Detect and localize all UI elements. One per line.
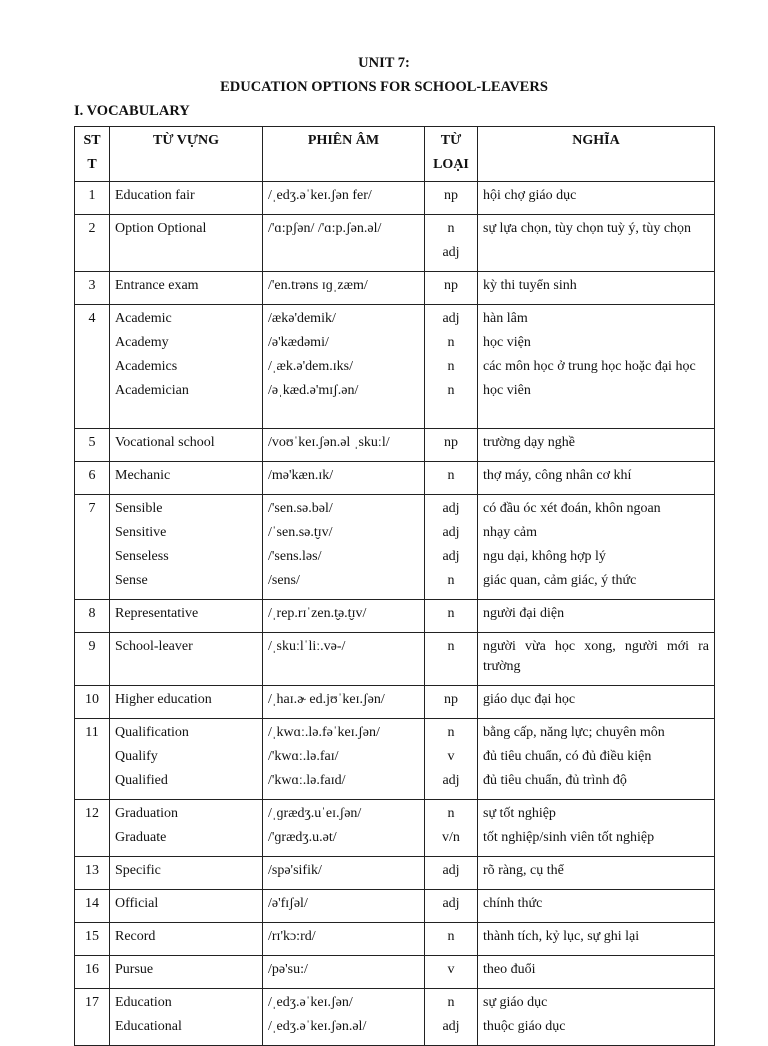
- section-heading: I. VOCABULARY: [74, 103, 190, 119]
- unit-title: UNIT 7:: [358, 55, 410, 71]
- word-type: np: [444, 188, 458, 203]
- vocab-word: Academician: [115, 383, 189, 398]
- word-type-cell: [425, 800, 478, 857]
- table-row: [75, 800, 715, 857]
- vocab-word-cell: [110, 719, 263, 800]
- phonetic-cell: [263, 956, 425, 989]
- word-type: n: [447, 806, 455, 821]
- vocab-word-cell: [110, 890, 263, 923]
- phonetic-cell: [263, 305, 425, 429]
- meaning-text: hàn lâm: [483, 311, 528, 326]
- word-type: n: [447, 335, 455, 350]
- word-type: n: [447, 383, 455, 398]
- meaning-cell: [478, 890, 715, 923]
- word-type: adj: [442, 525, 460, 540]
- word-type: np: [444, 278, 458, 293]
- vocab-word: Entrance exam: [115, 278, 199, 293]
- table-row: [75, 923, 715, 956]
- word-type: n: [447, 639, 455, 654]
- row-number-text: 2: [88, 221, 96, 236]
- header-phonetic: PHIÊN ÂM: [263, 127, 425, 182]
- meaning-text: ngu dại, không hợp lý: [483, 549, 606, 564]
- meaning-text: sự giáo dục: [483, 995, 548, 1010]
- meaning-cell: [478, 989, 715, 1046]
- vocab-word: Graduation: [115, 806, 178, 821]
- row-number-text: 5: [88, 435, 96, 450]
- phonetic-text: /'kwɑː.lə.faɪd/: [268, 773, 346, 788]
- meaning-cell: [478, 272, 715, 305]
- meaning-text: trường dạy nghề: [483, 435, 575, 450]
- phonetic-text: /ə'fɪʃəl/: [268, 896, 308, 911]
- meaning-text: thuộc giáo dục: [483, 1019, 566, 1034]
- word-type-cell: [425, 305, 478, 429]
- vocab-word: Option Optional: [115, 221, 207, 236]
- table-row: [75, 857, 715, 890]
- vocab-word-cell: [110, 633, 263, 686]
- vocab-word: Academy: [115, 335, 169, 350]
- vocab-word-cell: [110, 686, 263, 719]
- word-type: n: [447, 929, 455, 944]
- word-type-cell: [425, 429, 478, 462]
- word-type: adj: [442, 501, 460, 516]
- word-type: adj: [442, 896, 460, 911]
- phonetic-text: /ˌɡrædʒ.uˈeɪ.ʃən/: [268, 806, 362, 821]
- row-number: [75, 857, 110, 890]
- word-type-cell: [425, 956, 478, 989]
- row-number-text: 10: [85, 692, 99, 707]
- vocab-word: Vocational school: [115, 435, 215, 450]
- row-number-text: 4: [88, 311, 96, 326]
- phonetic-text: /'en.trəns ɪɡˌzæm/: [268, 278, 368, 293]
- meaning-cell: [478, 429, 715, 462]
- vocab-word-cell: [110, 182, 263, 215]
- vocab-word-cell: [110, 956, 263, 989]
- phonetic-text: /pə'su:/: [268, 962, 308, 977]
- vocab-word-cell: [110, 495, 263, 600]
- word-type: adj: [442, 549, 460, 564]
- table-row: [75, 272, 715, 305]
- word-type: v/n: [442, 830, 460, 845]
- phonetic-text: /rɪ'kɔ:rd/: [268, 929, 316, 944]
- row-number: [75, 429, 110, 462]
- meaning-cell: [478, 305, 715, 429]
- word-type-cell: [425, 600, 478, 633]
- meaning-text: giáo dục đại học: [483, 692, 576, 707]
- phonetic-text: /voʊˈkeɪ.ʃən.əl ˌskuːl/: [268, 435, 390, 450]
- meaning-cell: [478, 215, 715, 272]
- phonetic-text: /'ɑ:pʃən/ /'ɑ:p.ʃən.əl/: [268, 221, 382, 236]
- meaning-cell: [478, 719, 715, 800]
- vocab-word: Representative: [115, 606, 199, 621]
- meaning-cell: [478, 857, 715, 890]
- table-row: [75, 719, 715, 800]
- table-row: [75, 215, 715, 272]
- vocab-word-cell: [110, 272, 263, 305]
- word-type-cell: [425, 215, 478, 272]
- word-type-cell: [425, 633, 478, 686]
- vocab-word: Sensible: [115, 501, 163, 516]
- table-row: [75, 495, 715, 600]
- row-number-text: 13: [85, 863, 99, 878]
- vocab-word: Qualified: [115, 773, 168, 788]
- unit-subtitle: EDUCATION OPTIONS FOR SCHOOL-LEAVERS: [220, 79, 548, 95]
- word-type: adj: [442, 311, 460, 326]
- word-type-cell: [425, 890, 478, 923]
- row-number: [75, 956, 110, 989]
- vocab-word-cell: [110, 462, 263, 495]
- vocab-word: Academic: [115, 311, 172, 326]
- phonetic-text: /ˌskuːlˈliː.və-/: [268, 639, 346, 654]
- vocab-word: Qualification: [115, 725, 189, 740]
- phonetic-cell: [263, 800, 425, 857]
- word-type-cell: [425, 989, 478, 1046]
- phonetic-cell: [263, 686, 425, 719]
- vocab-word-cell: [110, 923, 263, 956]
- phonetic-cell: [263, 182, 425, 215]
- phonetic-text: /sens/: [268, 573, 300, 588]
- meaning-cell: [478, 800, 715, 857]
- row-number: [75, 890, 110, 923]
- word-type: v: [447, 962, 455, 977]
- row-number: [75, 495, 110, 600]
- phonetic-cell: [263, 890, 425, 923]
- word-type: n: [447, 725, 455, 740]
- vocab-word-cell: [110, 600, 263, 633]
- phonetic-text: /'sen.sə.bəl/: [268, 501, 333, 516]
- word-type: n: [447, 995, 455, 1010]
- meaning-text: có đầu óc xét đoán, khôn ngoan: [483, 501, 661, 516]
- row-number: [75, 600, 110, 633]
- vocab-word: Qualify: [115, 749, 158, 764]
- meaning-text: theo đuổi: [483, 962, 536, 977]
- meaning-text: nhạy cảm: [483, 525, 538, 540]
- meaning-text: sự tốt nghiệp: [483, 806, 556, 821]
- vocab-word: Official: [115, 896, 159, 911]
- vocab-word: Record: [115, 929, 156, 944]
- meaning-cell: [478, 956, 715, 989]
- vocab-word-cell: [110, 429, 263, 462]
- word-type-cell: [425, 182, 478, 215]
- word-type-cell: [425, 462, 478, 495]
- row-number: [75, 719, 110, 800]
- meaning-text: hội chợ giáo dục: [483, 188, 577, 203]
- table-row: [75, 890, 715, 923]
- table-row: [75, 305, 715, 429]
- phonetic-text: /'kwɑː.lə.faɪ/: [268, 749, 339, 764]
- meaning-text: đủ tiêu chuẩn, đủ trình độ: [483, 773, 627, 788]
- vocab-word: Education fair: [115, 188, 195, 203]
- vocab-word: School-leaver: [115, 639, 193, 654]
- meaning-text: tốt nghiệp/sinh viên tốt nghiệp: [483, 830, 655, 845]
- word-type-cell: [425, 495, 478, 600]
- meaning-cell: [478, 686, 715, 719]
- header-pos: TỪ LOẠI: [425, 127, 478, 182]
- phonetic-text: /ˌkwɑː.lə.fəˈkeɪ.ʃən/: [268, 725, 380, 740]
- table-row: [75, 633, 715, 686]
- word-type: adj: [442, 1019, 460, 1034]
- row-number: [75, 215, 110, 272]
- phonetic-cell: [263, 462, 425, 495]
- vocab-word-cell: [110, 215, 263, 272]
- table-row: [75, 989, 715, 1046]
- row-number-text: 14: [85, 896, 99, 911]
- row-number: [75, 462, 110, 495]
- phonetic-cell: [263, 633, 425, 686]
- meaning-cell: [478, 633, 715, 686]
- table-row: [75, 600, 715, 633]
- vocab-word: Academics: [115, 359, 178, 374]
- vocab-word-cell: [110, 305, 263, 429]
- table-row: [75, 956, 715, 989]
- row-number-text: 15: [85, 929, 99, 944]
- word-type: n: [447, 606, 455, 621]
- vocab-word-cell: [110, 800, 263, 857]
- row-number: [75, 272, 110, 305]
- word-type-cell: [425, 857, 478, 890]
- table-body: [75, 182, 715, 1046]
- row-number: [75, 305, 110, 429]
- meaning-text: học viên: [483, 383, 531, 398]
- meaning-text: người đại diện: [483, 606, 565, 621]
- phonetic-text: /ˌedʒ.əˈkeɪ.ʃən.əl/: [268, 1019, 367, 1034]
- table-row: [75, 182, 715, 215]
- word-type: n: [447, 221, 455, 236]
- phonetic-text: /ə'kædəmi/: [268, 335, 329, 350]
- vocab-word: Higher education: [115, 692, 212, 707]
- meaning-text: rõ ràng, cụ thể: [483, 863, 564, 878]
- vocab-word-cell: [110, 857, 263, 890]
- word-type: n: [447, 359, 455, 374]
- meaning-text: người vừa học xong, người mới ra trường: [483, 639, 709, 674]
- vocab-word: Educational: [115, 1019, 182, 1034]
- phonetic-cell: [263, 495, 425, 600]
- word-type: adj: [442, 773, 460, 788]
- meaning-text: đủ tiêu chuẩn, có đủ điều kiện: [483, 749, 652, 764]
- meaning-text: giác quan, cảm giác, ý thức: [483, 573, 637, 588]
- meaning-cell: [478, 182, 715, 215]
- table-header-row: [75, 127, 715, 182]
- vocab-word: Sense: [115, 573, 148, 588]
- row-number-text: 7: [88, 501, 96, 516]
- vocab-word: Graduate: [115, 830, 167, 845]
- row-number-text: 12: [85, 806, 99, 821]
- vocab-word: Senseless: [115, 549, 169, 564]
- table-row: [75, 462, 715, 495]
- phonetic-cell: [263, 272, 425, 305]
- vocab-word: Sensitive: [115, 525, 167, 540]
- phonetic-cell: [263, 600, 425, 633]
- phonetic-cell: [263, 989, 425, 1046]
- row-number-text: 8: [88, 606, 96, 621]
- header-meaning: NGHĨA: [478, 127, 715, 182]
- word-type-cell: [425, 686, 478, 719]
- phonetic-cell: [263, 429, 425, 462]
- word-type: np: [444, 435, 458, 450]
- phonetic-text: /mə'kæn.ɪk/: [268, 468, 334, 483]
- row-number-text: 17: [85, 995, 99, 1010]
- vocab-word: Education: [115, 995, 172, 1010]
- vocab-word: Pursue: [115, 962, 154, 977]
- vocab-word: Specific: [115, 863, 161, 878]
- meaning-text: sự lựa chọn, tùy chọn tuỳ ý, tùy chọn: [483, 221, 692, 236]
- row-number-text: 1: [88, 188, 96, 203]
- word-type-cell: [425, 272, 478, 305]
- meaning-text: các môn học ở trung học hoặc đại học: [483, 359, 696, 374]
- phonetic-text: /ækə'demik/: [268, 311, 336, 326]
- phonetic-text: /ˌhaɪ.ɚ ed.jʊˈkeɪ.ʃən/: [268, 692, 385, 707]
- word-type-cell: [425, 719, 478, 800]
- vocab-word-cell: [110, 989, 263, 1046]
- row-number: [75, 633, 110, 686]
- meaning-cell: [478, 462, 715, 495]
- meaning-text: bằng cấp, năng lực; chuyên môn: [483, 725, 665, 740]
- phonetic-text: /'sens.ləs/: [268, 549, 322, 564]
- word-type: adj: [442, 245, 460, 260]
- row-number-text: 11: [85, 725, 99, 740]
- vocab-word: Mechanic: [115, 468, 171, 483]
- row-number-text: 6: [88, 468, 96, 483]
- header-stt: ST T: [75, 127, 110, 182]
- phonetic-text: /ˌrep.rɪˈzen.t̬ə.t̬ɪv/: [268, 606, 367, 621]
- phonetic-cell: [263, 719, 425, 800]
- word-type: v: [447, 749, 455, 764]
- meaning-cell: [478, 600, 715, 633]
- header-word: TỪ VỰNG: [110, 127, 263, 182]
- row-number: [75, 923, 110, 956]
- row-number-text: 9: [88, 639, 96, 654]
- phonetic-text: /ˈsen.sə.t̬ɪv/: [268, 525, 333, 540]
- meaning-text: học viện: [483, 335, 531, 350]
- meaning-text: thợ máy, công nhân cơ khí: [483, 468, 632, 483]
- phonetic-text: /əˌkæd.ə'mɪʃ.ən/: [268, 383, 359, 398]
- row-number-text: 16: [85, 962, 99, 977]
- meaning-cell: [478, 923, 715, 956]
- table-row: [75, 429, 715, 462]
- word-type-cell: [425, 923, 478, 956]
- row-number: [75, 686, 110, 719]
- row-number: [75, 800, 110, 857]
- vocabulary-table: [74, 126, 715, 1046]
- phonetic-text: /ˌedʒ.əˈkeɪ.ʃən/: [268, 995, 353, 1010]
- row-number-text: 3: [88, 278, 96, 293]
- meaning-text: kỳ thi tuyển sinh: [483, 278, 577, 293]
- phonetic-text: /'ɡrædʒ.u.ət/: [268, 830, 337, 845]
- phonetic-cell: [263, 215, 425, 272]
- phonetic-cell: [263, 923, 425, 956]
- phonetic-text: /spə'sifik/: [268, 863, 322, 878]
- word-type: np: [444, 692, 458, 707]
- table-row: [75, 686, 715, 719]
- phonetic-cell: [263, 857, 425, 890]
- meaning-text: thành tích, kỷ lục, sự ghi lại: [483, 929, 640, 944]
- phonetic-text: /ˌedʒ.əˈkeɪ.ʃən fer/: [268, 188, 372, 203]
- meaning-text: chính thức: [483, 896, 543, 911]
- row-number: [75, 989, 110, 1046]
- word-type: n: [447, 573, 455, 588]
- word-type: n: [447, 468, 455, 483]
- row-number: [75, 182, 110, 215]
- phonetic-text: /ˌæk.ə'dem.ɪks/: [268, 359, 353, 374]
- meaning-cell: [478, 495, 715, 600]
- word-type: adj: [442, 863, 460, 878]
